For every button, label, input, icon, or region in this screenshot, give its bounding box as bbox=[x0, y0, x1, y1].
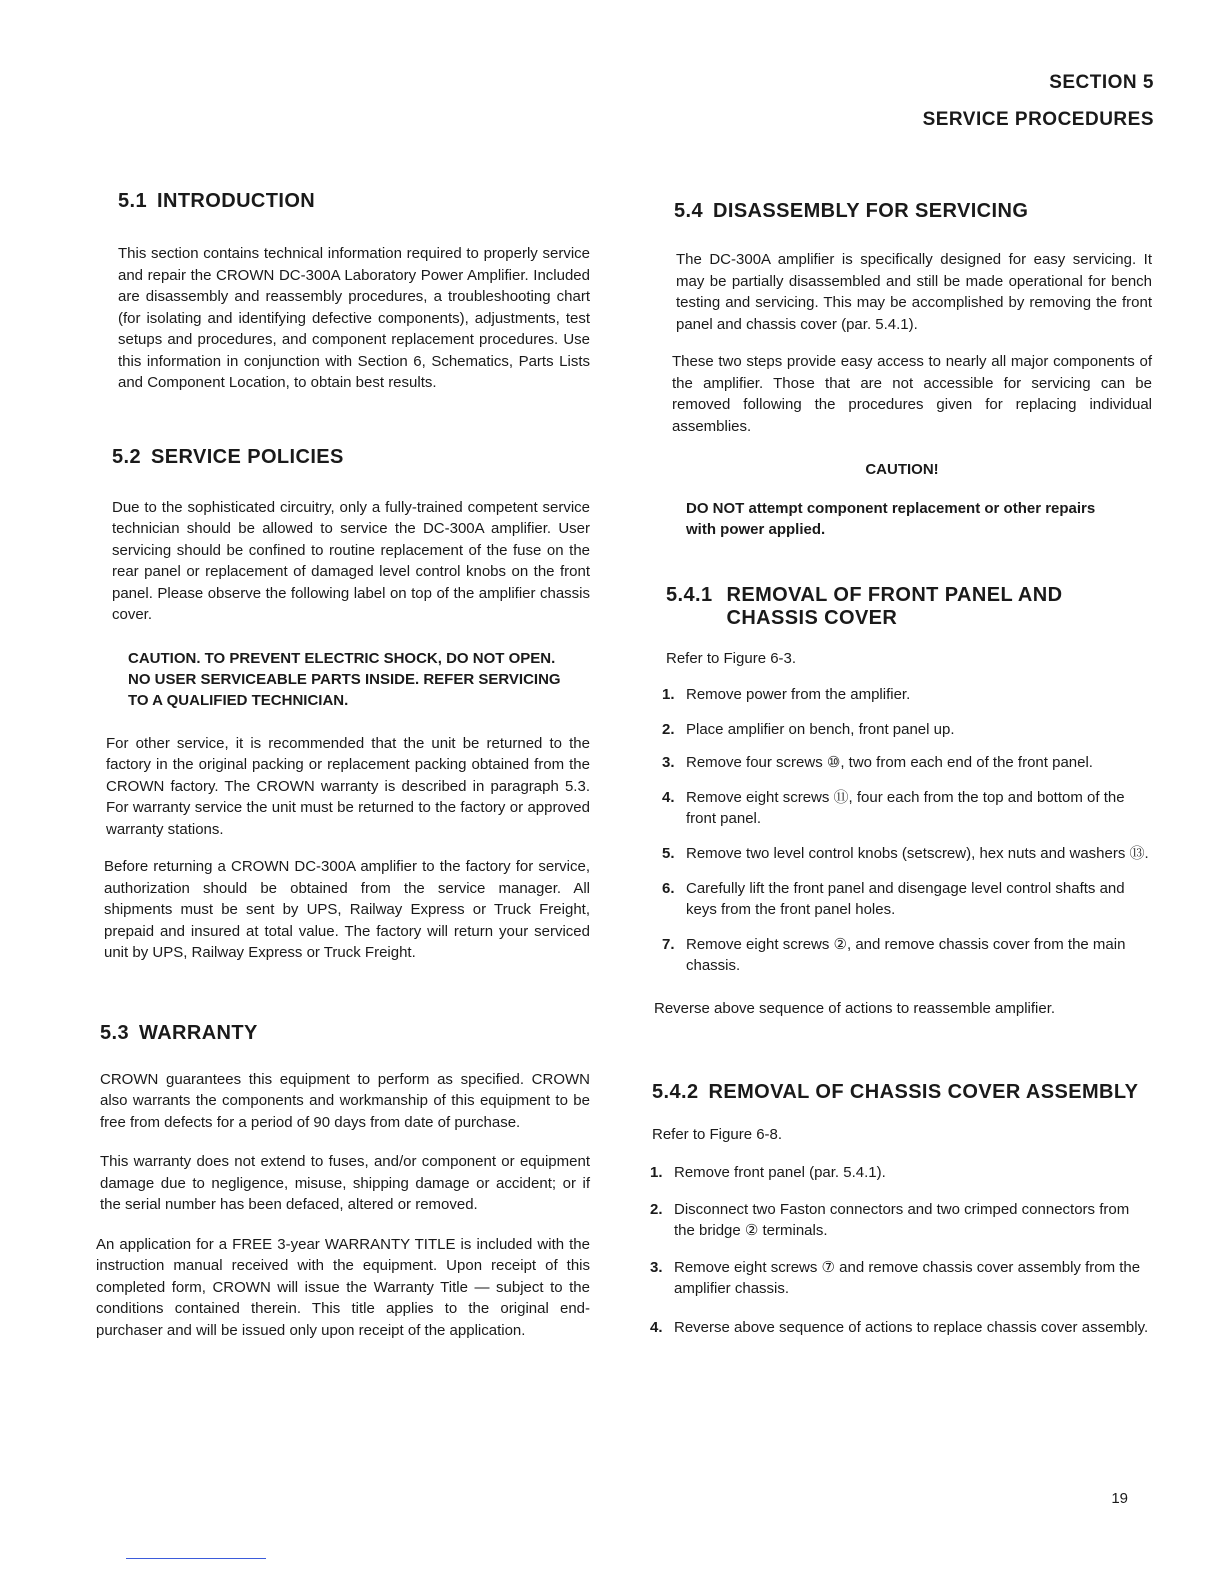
heading-5-4-2 bbox=[652, 1081, 1152, 1104]
heading-5-4 bbox=[674, 200, 1152, 223]
heading-number: 5.3 bbox=[100, 1021, 130, 1044]
heading-text: DISASSEMBLY FOR SERVICING bbox=[713, 200, 1029, 222]
heading-text: REMOVAL OF CHASSIS COVER ASSEMBLY bbox=[708, 1081, 1139, 1103]
disassembly-paragraph-2: These two steps provide easy access to nearly all major components of the amplifier. Those that are not accessible for servicing can be removed following the procedures given for replacing individual assemblies. bbox=[672, 353, 1152, 435]
section-label: SECTION 5 bbox=[1049, 72, 1154, 93]
warranty-paragraph-2: This warranty does not extend to fuses, and/or component or equipment damage due to negligence, misuse, shipping damage or accident; or if the serial number has been defaced, altered or removed. bbox=[100, 1153, 590, 1213]
heading-number: 5.1 bbox=[118, 190, 148, 212]
list-item: 4. Remove eight screws ⑪, four each from the top and bottom of the front panel. bbox=[662, 788, 1125, 827]
refer-figure-6-8: Refer to Figure 6-8. bbox=[652, 1126, 783, 1143]
list-item: 2. Disconnect two Faston connectors and two crimped connectors from the bridge ② terminals. bbox=[650, 1200, 1130, 1239]
heading-5-3 bbox=[100, 1022, 590, 1045]
reassemble-note: Reverse above sequence of actions to reassemble amplifier. bbox=[654, 999, 1056, 1017]
caution-line: TO A QUALIFIED TECHNICIAN. bbox=[128, 691, 349, 709]
heading-text: REMOVAL OF FRONT PANEL AND CHASSIS COVER bbox=[726, 584, 1063, 629]
heading-5-1 bbox=[118, 190, 590, 213]
heading-5-2 bbox=[112, 446, 590, 469]
service-policies-paragraph: Due to the sophisticated circuitry, only a fully-trained competent service technician should be allowed to service the DC-300A amplifier. User servicing should be confined to routine replacement of the fuse on the rear panel or replacement of damaged level control knobs on the front panel. Please observe the following label on top of the amplifier chassis cover. bbox=[112, 498, 590, 623]
disassembly-paragraph-1: The DC-300A amplifier is specifically designed for easy servicing. It may be partially disassembled and still be made operational for bench testing and servicing. This may be accomplished by removing the front panel and chassis cover (par. 5.4.1). bbox=[676, 251, 1152, 333]
heading-number: 5.2 bbox=[112, 445, 142, 468]
page-number: 19 bbox=[1111, 1490, 1128, 1507]
other-service-paragraph: For other service, it is recommended that the unit be returned to the factory in the original packing or replacement packing obtained from the CROWN factory. The CROWN warranty is described in paragraph 5.3. For warranty service the unit must be returned to the factory or approved warranty stations. bbox=[106, 734, 590, 838]
section-title: SERVICE PROCEDURES bbox=[922, 109, 1154, 130]
returning-paragraph: Before returning a CROWN DC-300A amplifier to the factory for service, authorization should be obtained from the service manager. All shipments must be sent by UPS, Railway Express or Truck Freight, prepaid and insured at total value. The factory will return your serviced unit by UPS, Railway Express or Truck Freight. bbox=[104, 858, 590, 961]
list-item: 2. Place amplifier on bench, front panel up. bbox=[662, 720, 955, 738]
list-item: 5. Remove two level control knobs (setscrew), hex nuts and washers ⑬. bbox=[662, 844, 1149, 862]
intro-paragraph: This section contains technical information required to properly service and repair the CROWN DC-300A Laboratory Power Amplifier. Included are disassembly and reassembly procedures, a troubleshooting chart (for isolating and identifying defective components), adjustments, test setups and procedures, and component replacement procedures. Use this information in conjunction with Section 6, Schematics, Parts Lists and Component Location, to obtain best results. bbox=[118, 245, 590, 391]
chassis-cover-steps bbox=[650, 1162, 1152, 1338]
right-column bbox=[652, 200, 1152, 1338]
list-item: 3. Remove four screws ⑩, two from each end of the front panel. bbox=[662, 753, 1093, 771]
caution-text: DO NOT attempt component replacement or other repairs with power applied. bbox=[686, 500, 1096, 538]
list-item: 7. Remove eight screws ②, and remove chassis cover from the main chassis. bbox=[662, 935, 1126, 974]
heading-5-4-1 bbox=[666, 584, 1152, 630]
heading-text: INTRODUCTION bbox=[157, 190, 316, 212]
warranty-paragraph-3: An application for a FREE 3-year WARRANTY TITLE is included with the instruction manual received with the equipment. Upon receipt of this completed form, CROWN will issue the Warranty Title — subject to the conditions contained therein. This title applies to the original end-purchaser and will be issued only upon receipt of the application. bbox=[96, 1235, 590, 1339]
caution-line: CAUTION. TO PREVENT ELECTRIC SHOCK, DO NOT OPEN. bbox=[128, 649, 556, 667]
caution-label-block bbox=[128, 648, 590, 711]
list-item: 1. Remove power from the amplifier. bbox=[662, 685, 911, 703]
heading-number: 5.4 bbox=[674, 200, 704, 222]
heading-number: 5.4.1 bbox=[666, 584, 713, 606]
heading-text: WARRANTY bbox=[139, 1021, 258, 1044]
warranty-paragraph-1: CROWN guarantees this equipment to perform as specified. CROWN also warrants the components and workmanship of this equipment to be free from defects for a period of 90 days from date of purchase. bbox=[100, 1070, 590, 1131]
caution-line: NO USER SERVICEABLE PARTS INSIDE. REFER SERVICING bbox=[128, 670, 561, 688]
heading-number: 5.4.2 bbox=[652, 1081, 699, 1103]
heading-text: SERVICE POLICIES bbox=[151, 445, 344, 468]
list-item: 1. Remove front panel (par. 5.4.1). bbox=[650, 1163, 886, 1181]
page-header bbox=[923, 64, 1154, 138]
refer-figure-6-3: Refer to Figure 6-3. bbox=[666, 650, 797, 667]
footer-rule bbox=[126, 1558, 266, 1559]
list-item: 4. Reverse above sequence of actions to replace chassis cover assembly. bbox=[650, 1318, 1149, 1336]
list-item: 6. Carefully lift the front panel and disengage level control shafts and keys from the front panel holes. bbox=[662, 879, 1125, 918]
left-column bbox=[96, 190, 590, 1341]
caution-title: CAUTION! bbox=[865, 461, 939, 478]
front-panel-steps bbox=[662, 684, 1152, 976]
list-item: 3. Remove eight screws ⑦ and remove chassis cover assembly from the amplifier chassis. bbox=[650, 1258, 1141, 1297]
